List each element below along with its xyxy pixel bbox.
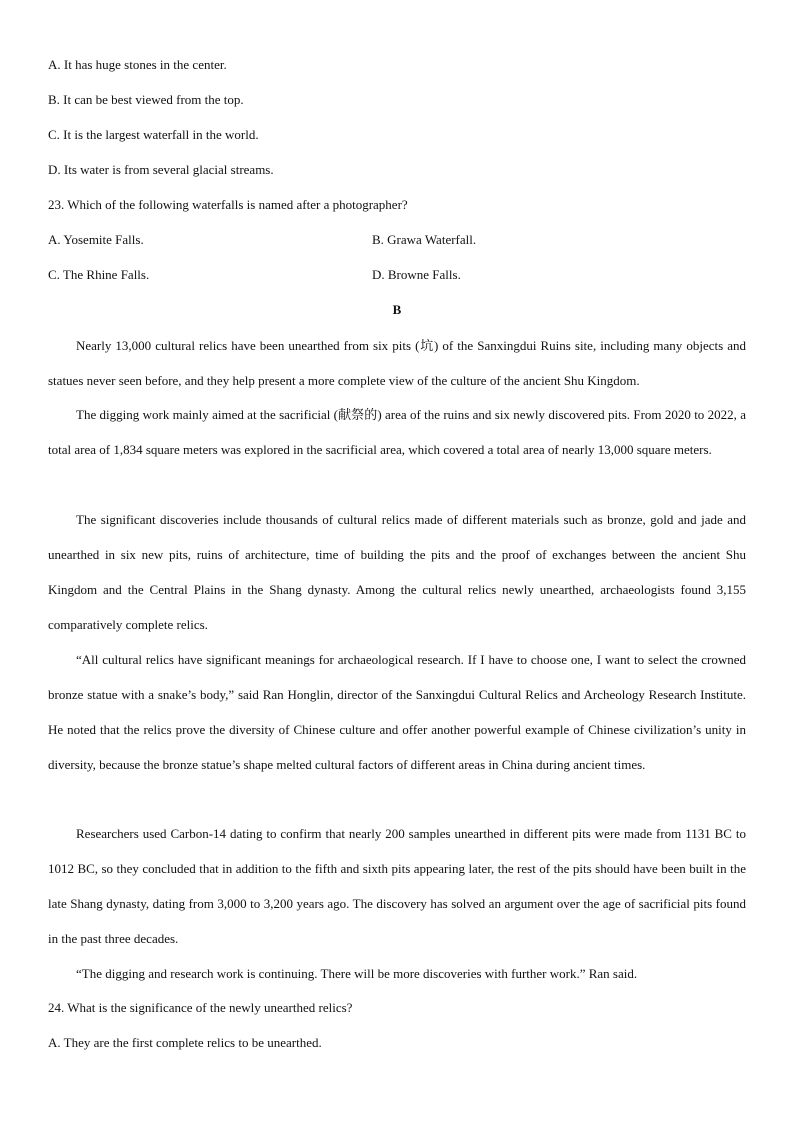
q22-option-c: C. It is the largest waterfall in the world. [48,127,259,142]
q23-question: 23. Which of the following waterfalls is named after a photographer? [48,197,408,212]
q24-question: 24. What is the significance of the newly unearthed relics? [48,1000,353,1015]
q23-option-c: C. The Rhine Falls. [48,267,150,282]
section-title: B [392,302,402,317]
q22-option-d: D. Its water is from several glacial streams. [48,162,274,177]
q22-option-b: B. It can be best viewed from the top. [48,92,244,107]
q23-option-b: B. Grawa Waterfall. [372,232,477,247]
passage-paragraph-2: The digging work mainly aimed at the sacrificial (献祭的) area of the ruins and six newly discovered pits. From 2020 to 2022, a total area of 1,834 square meters was explored in the sacrificial area, which covered a total area of nearly 13,000 square meters. [48,407,746,457]
passage-paragraph-3: The significant discoveries include thousands of cultural relics made of different materials such as bronze, gold and jade and unearthed in six new pits, ruins of architecture, time of building the pits and the proof of exchanges between the ancient Shu Kingdom and the Central Plains in the Shang dynasty. Among the cultural relics newly unearthed, archaeologists found 3,155 comparatively complete relics. [48,512,746,632]
passage-paragraph-1: Nearly 13,000 cultural relics have been unearthed from six pits (坑) of the Sanxingdui Ruins site, including many objects and statues never seen before, and they help present a more complete view of the culture of the ancient Shu Kingdom. [48,338,746,388]
passage-paragraph-5: Researchers used Carbon-14 dating to confirm that nearly 200 samples unearthed in different pits were made from 1131 BC to 1012 BC, so they concluded that in addition to the fifth and sixth pits appearing later, the rest of the pits should have been built in the late Shang dynasty, dating from 3,000 to 3,200 years ago. The discovery has solved an argument over the age of sacrificial pits found in the past three decades. [48,826,746,946]
q22-option-a: A. It has huge stones in the center. [48,57,227,72]
passage-paragraph-4: “All cultural relics have significant meanings for archaeological research. If I have to choose one, I want to select the crowned bronze statue with a snake’s body,” said Ran Honglin, director of the Sanxingdui Cultural Relics and Archeology Research Institute. He noted that the relics prove the diversity of Chinese culture and offer another powerful example of Chinese civilization’s unity in diversity, because the bronze statue’s shape melted cultural factors of different areas in China during ancient times. [48,652,746,772]
q24-option-a: A. They are the first complete relics to be unearthed. [48,1035,322,1050]
q23-option-d: D. Browne Falls. [372,267,461,282]
passage-paragraph-6: “The digging and research work is continuing. There will be more discoveries with further work.” Ran said. [76,966,638,981]
q23-option-a: A. Yosemite Falls. [48,232,144,247]
